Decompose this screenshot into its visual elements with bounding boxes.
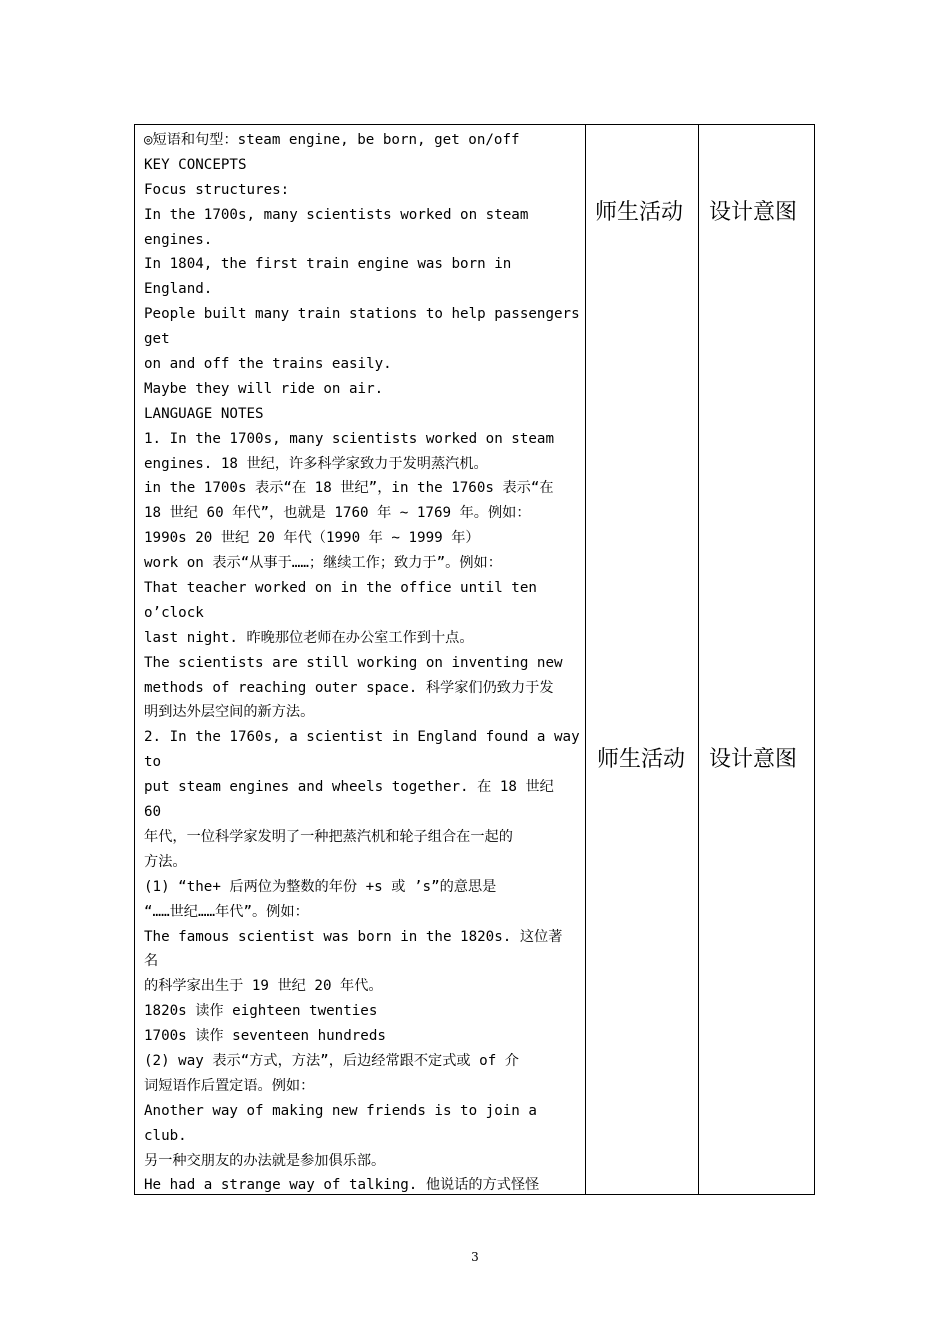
content-line: 名 xyxy=(144,953,159,970)
content-line: Another way of making new friends is to join a xyxy=(144,1102,537,1119)
content-line: 的科学家出生于 19 世纪 20 年代。 xyxy=(144,978,383,995)
content-line: in the 1700s 表示“在 18 世纪”，in the 1760s 表示“在 xyxy=(144,480,554,497)
content-line: 1990s 20 世纪 20 年代（1990 年 ~ 1999 年） xyxy=(144,530,480,547)
content-line: 方法。 xyxy=(144,853,187,870)
content-line: 1820s 读作 eighteen twenties xyxy=(144,1003,378,1020)
content-line: In 1804, the first train engine was born in xyxy=(144,256,512,273)
content-line: England. xyxy=(144,281,213,298)
column-divider xyxy=(698,125,699,1194)
content-line: (1) “the+ 后两位为整数的年份 +s 或 ’s”的意思是 xyxy=(144,878,497,895)
content-line: 另一种交朋友的办法就是参加俱乐部。 xyxy=(144,1152,386,1169)
content-line: put steam engines and wheels together. 在 18 世纪 xyxy=(144,779,554,796)
content-line: last night. 昨晚那位老师在办公室工作到十点。 xyxy=(144,629,474,646)
content-line: Maybe they will ride on air. xyxy=(144,380,384,397)
content-line: 2. In the 1760s, a scientist in England found a way xyxy=(144,729,580,746)
design-intent-header: 设计意图 xyxy=(709,747,798,772)
content-line: 60 xyxy=(144,804,162,821)
content-line: (2) way 表示“方式，方法”，后边经常跟不定式或 of 介 xyxy=(144,1052,519,1069)
page-number: 3 xyxy=(471,1250,479,1264)
content-line: The famous scientist was born in the 1820s. 这位著 xyxy=(144,928,563,945)
design-intent-header: 设计意图 xyxy=(709,200,798,225)
teacher-student-activity-header: 师生活动 xyxy=(595,200,684,225)
content-line: work on 表示“从事于……；继续工作；致力于”。例如： xyxy=(144,555,502,572)
content-line: In the 1700s, many scientists worked on steam xyxy=(144,206,529,223)
content-line: engines. 18 世纪，许多科学家致力于发明蒸汽机。 xyxy=(144,455,488,472)
content-line: engines. xyxy=(144,231,213,248)
lesson-table xyxy=(134,124,815,1195)
content-line: “……世纪……年代”。例如： xyxy=(144,903,309,920)
content-line: to xyxy=(144,754,162,771)
content-line: club. xyxy=(144,1127,187,1144)
content-line: 1700s 读作 seventeen hundreds xyxy=(144,1028,386,1045)
content-line: on and off the trains easily. xyxy=(144,356,392,373)
column-divider xyxy=(585,125,586,1194)
content-line: 1. In the 1700s, many scientists worked on steam xyxy=(144,430,554,447)
content-line: methods of reaching outer space. 科学家们仍致力于发 xyxy=(144,679,554,696)
content-line: He had a strange way of talking. 他说话的方式怪怪 xyxy=(144,1177,540,1194)
content-line: o’clock xyxy=(144,604,204,621)
content-line: LANGUAGE NOTES xyxy=(144,405,264,422)
teacher-student-activity-header: 师生活动 xyxy=(597,747,686,772)
content-line: People built many train stations to help passengers xyxy=(144,306,580,323)
content-line: get xyxy=(144,331,170,348)
content-line: KEY CONCEPTS xyxy=(144,156,247,173)
content-line: That teacher worked on in the office until ten xyxy=(144,580,537,597)
content-line: 明到达外层空间的新方法。 xyxy=(144,704,315,721)
content-line: 词短语作后置定语。例如： xyxy=(144,1077,315,1094)
content-line: 年代，一位科学家发明了一种把蒸汽机和轮子组合在一起的 xyxy=(144,828,513,845)
content-line: 18 世纪 60 年代”，也就是 1760 年 ~ 1769 年。例如： xyxy=(144,505,531,522)
content-line: ◎短语和句型：steam engine, be born, get on/off xyxy=(144,132,520,148)
content-line: The scientists are still working on inventing new xyxy=(144,654,563,671)
content-column xyxy=(144,128,584,1198)
content-line: Focus structures: xyxy=(144,181,290,198)
